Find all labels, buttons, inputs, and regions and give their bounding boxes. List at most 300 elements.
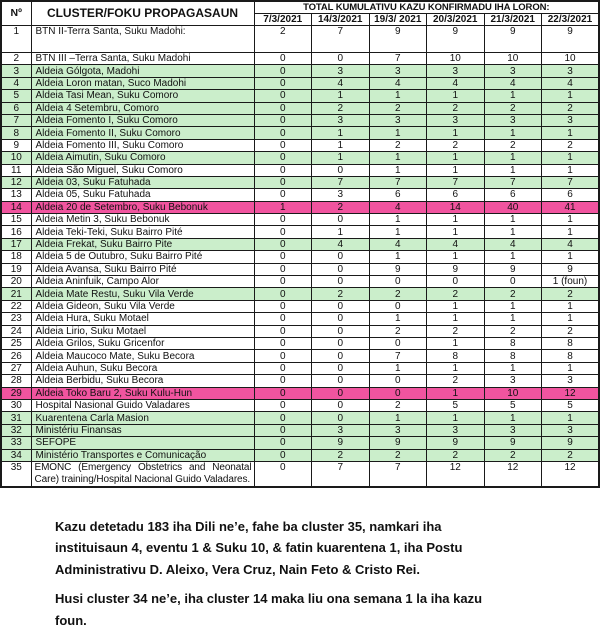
cluster-name-cell: Aldeia Metin 3, Suku Bebonuk [31,214,254,226]
value-cell: 7 [312,176,370,188]
cluster-name-cell: Aldeia Fomento II, Suku Comoro [31,127,254,139]
value-cell: 1 [427,127,485,139]
value-cell: 4 [369,201,427,213]
table-row [1,424,599,436]
value-cell: 9 [484,437,542,449]
value-cell: 9 [427,263,485,275]
value-cell: 1 [427,164,485,176]
cluster-name-cell: Aldeia Fomento III, Suku Comoro [31,139,254,151]
value-cell: 1 [312,127,370,139]
row-number-cell: 3 [1,65,31,77]
value-cell: 12 [542,461,600,487]
value-cell: 12 [484,461,542,487]
value-cell: 1 (foun) [542,276,600,288]
note-paragraph-2: Husi cluster 34 ne’e, iha cluster 14 maka liu ona semana 1 la iha kazu foun. [55,591,483,628]
value-cell: 1 [427,214,485,226]
value-cell: 3 [312,424,370,436]
table-row [1,77,599,89]
row-number-cell: 25 [1,337,31,349]
value-cell: 7 [369,176,427,188]
value-cell: 3 [312,189,370,201]
value-cell: 8 [542,337,600,349]
value-cell: 41 [542,201,600,213]
value-cell: 3 [369,424,427,436]
column-header-date: 14/3/2021 [312,14,370,26]
value-cell: 3 [369,114,427,126]
row-number-cell: 13 [1,189,31,201]
value-cell: 9 [369,263,427,275]
value-cell: 0 [254,399,312,411]
value-cell: 9 [369,26,427,53]
value-cell: 9 [369,437,427,449]
value-cell: 0 [254,437,312,449]
value-cell: 0 [254,164,312,176]
notes [55,516,483,632]
value-cell: 4 [369,77,427,89]
value-cell: 2 [484,102,542,114]
table-row [1,139,599,151]
value-cell: 1 [369,226,427,238]
cluster-name-cell: Aldeia Aninfuik, Campo Alor [31,276,254,288]
value-cell: 0 [254,77,312,89]
value-cell: 0 [254,424,312,436]
value-cell: 7 [312,26,370,53]
value-cell: 6 [369,189,427,201]
row-number-cell: 34 [1,449,31,461]
value-cell: 2 [369,325,427,337]
value-cell: 0 [312,53,370,65]
value-cell: 0 [312,387,370,399]
table-row [1,437,599,449]
value-cell: 8 [542,350,600,362]
value-cell: 2 [484,139,542,151]
row-number-cell: 6 [1,102,31,114]
cluster-name-cell: Aldeia Hura, Suku Motael [31,313,254,325]
value-cell: 4 [312,238,370,250]
value-cell: 14 [427,201,485,213]
value-cell: 2 [369,139,427,151]
value-cell: 2 [312,201,370,213]
value-cell: 3 [542,114,600,126]
value-cell: 4 [542,238,600,250]
table-row [1,263,599,275]
row-number-cell: 12 [1,176,31,188]
value-cell: 2 [369,449,427,461]
value-cell: 0 [369,337,427,349]
cluster-name-cell: Aldeia Aimutin, Suku Comoro [31,152,254,164]
table-row [1,362,599,374]
value-cell: 7 [369,461,427,487]
row-number-cell: 21 [1,288,31,300]
cluster-name-cell: Aldeia 05, Suku Fatuhada [31,189,254,201]
value-cell: 0 [312,325,370,337]
value-cell: 8 [427,350,485,362]
value-cell: 2 [427,325,485,337]
value-cell: 2 [427,139,485,151]
value-cell: 3 [542,375,600,387]
value-cell: 1 [484,362,542,374]
value-cell: 0 [254,300,312,312]
value-cell: 1 [484,251,542,263]
cluster-name-cell: Aldeia São Miguel, Suku Comoro [31,164,254,176]
row-number-cell: 2 [1,53,31,65]
row-number-cell: 19 [1,263,31,275]
value-cell: 3 [484,65,542,77]
value-cell: 0 [254,214,312,226]
column-header-date: 19/3/ 2021 [369,14,427,26]
value-cell: 2 [542,139,600,151]
value-cell: 10 [484,53,542,65]
value-cell: 0 [254,251,312,263]
value-cell: 1 [542,251,600,263]
value-cell: 9 [427,437,485,449]
value-cell: 1 [542,214,600,226]
cluster-name-cell: BTN II-Terra Santa, Suku Madohi: [31,26,254,53]
cluster-name-cell: Aldeia Gólgota, Madohi [31,65,254,77]
value-cell: 9 [484,263,542,275]
cluster-name-cell: Aldeia Teki-Teki, Suku Bairro Pité [31,226,254,238]
table-row [1,251,599,263]
row-number-cell: 28 [1,375,31,387]
value-cell: 3 [312,65,370,77]
value-cell: 12 [542,387,600,399]
row-number-cell: 7 [1,114,31,126]
value-cell: 0 [312,375,370,387]
value-cell: 3 [427,114,485,126]
table-row [1,238,599,250]
row-number-cell: 23 [1,313,31,325]
value-cell: 8 [484,350,542,362]
value-cell: 4 [542,77,600,89]
value-cell: 0 [254,226,312,238]
value-cell: 40 [484,201,542,213]
value-cell: 7 [542,176,600,188]
value-cell: 1 [427,251,485,263]
value-cell: 1 [542,152,600,164]
cluster-name-cell: Aldeia Tasi Mean, Suku Comoro [31,90,254,102]
value-cell: 0 [312,300,370,312]
value-cell: 9 [542,26,600,53]
value-cell: 0 [254,313,312,325]
value-cell: 0 [254,238,312,250]
cluster-name-cell: SEFOPE [31,437,254,449]
value-cell: 1 [369,90,427,102]
value-cell: 9 [484,26,542,53]
row-number-cell: 5 [1,90,31,102]
table-row [1,164,599,176]
cluster-name-cell: Aldeia Fomento I, Suku Comoro [31,114,254,126]
value-cell: 0 [312,276,370,288]
row-number-cell: 32 [1,424,31,436]
table-row [1,399,599,411]
value-cell: 0 [312,350,370,362]
row-number-cell: 30 [1,399,31,411]
table-row [1,26,599,53]
row-number-cell: 9 [1,139,31,151]
value-cell: 2 [427,288,485,300]
value-cell: 2 [312,102,370,114]
cluster-name-cell: Aldeia 5 de Outubro, Suku Bairro Pité [31,251,254,263]
value-cell: 1 [369,412,427,424]
value-cell: 1 [369,251,427,263]
table-row [1,449,599,461]
table-row [1,176,599,188]
value-cell: 2 [542,325,600,337]
value-cell: 1 [542,313,600,325]
value-cell: 2 [427,375,485,387]
cluster-name-cell: Aldeia Auhun, Suku Becora [31,362,254,374]
value-cell: 3 [369,65,427,77]
cluster-name-cell: Aldeia Lirio, Suku Motael [31,325,254,337]
value-cell: 0 [312,412,370,424]
value-cell: 2 [484,288,542,300]
value-cell: 9 [542,263,600,275]
row-number-cell: 29 [1,387,31,399]
value-cell: 9 [542,437,600,449]
value-cell: 7 [369,350,427,362]
value-cell: 1 [484,214,542,226]
table-row [1,214,599,226]
value-cell: 3 [427,65,485,77]
row-number-cell: 17 [1,238,31,250]
value-cell: 9 [312,437,370,449]
value-cell: 0 [312,214,370,226]
value-cell: 2 [254,26,312,53]
column-header-date: 22/3/2021 [542,14,600,26]
table-body [1,26,599,487]
row-number-cell: 14 [1,201,31,213]
value-cell: 2 [369,399,427,411]
value-cell: 10 [542,53,600,65]
table-row [1,350,599,362]
value-cell: 0 [254,102,312,114]
value-cell: 2 [542,449,600,461]
column-header-date: 7/3/2021 [254,14,312,26]
value-cell: 12 [427,461,485,487]
value-cell: 1 [542,362,600,374]
table-row [1,300,599,312]
value-cell: 0 [484,276,542,288]
table-row [1,412,599,424]
cluster-name-cell: Aldeia Toko Baru 2, Suku Kulu-Hun [31,387,254,399]
table-row [1,375,599,387]
value-cell: 1 [542,300,600,312]
column-header-cluster: CLUSTER/FOKU PROPAGASAUN [31,1,254,26]
note-paragraph-1: Kazu detetadu 183 iha Dili ne’e, fahe ba cluster 35, namkari iha instituisaun 4, eventu 1 & Suku 10, & fatin kuarentena 1, iha Postu Administrativu D. Aleixo, Vera Cruz, Nain Feto & Cristo Rei. [55,518,463,577]
value-cell: 2 [312,449,370,461]
value-cell: 2 [312,288,370,300]
value-cell: 3 [542,65,600,77]
table-row [1,127,599,139]
value-cell: 3 [427,424,485,436]
value-cell: 4 [427,238,485,250]
row-number-cell: 20 [1,276,31,288]
value-cell: 7 [312,461,370,487]
value-cell: 3 [312,114,370,126]
cluster-name-cell: Ministério Transportes e Comunicação [31,449,254,461]
value-cell: 1 [369,214,427,226]
value-cell: 1 [254,201,312,213]
value-cell: 0 [312,337,370,349]
value-cell: 6 [427,189,485,201]
value-cell: 2 [427,449,485,461]
value-cell: 0 [254,176,312,188]
value-cell: 1 [542,412,600,424]
cluster-name-cell: Aldeia Gideon, Suku Vila Verde [31,300,254,312]
value-cell: 7 [484,176,542,188]
value-cell: 0 [254,288,312,300]
cluster-name-cell: Ministériu Finansas [31,424,254,436]
table-row [1,387,599,399]
value-cell: 1 [484,412,542,424]
value-cell: 0 [254,139,312,151]
value-cell: 0 [312,164,370,176]
value-cell: 2 [542,288,600,300]
value-cell: 1 [542,164,600,176]
value-cell: 1 [484,164,542,176]
value-cell: 1 [427,337,485,349]
header-row-1 [1,1,599,14]
value-cell: 1 [369,152,427,164]
value-cell: 2 [369,288,427,300]
value-cell: 0 [254,375,312,387]
row-number-cell: 4 [1,77,31,89]
value-cell: 1 [369,362,427,374]
value-cell: 1 [312,139,370,151]
value-cell: 1 [369,164,427,176]
value-cell: 4 [484,77,542,89]
value-cell: 0 [254,350,312,362]
row-number-cell: 33 [1,437,31,449]
cluster-name-cell: Aldeia Loron matan, Suco Madohi [31,77,254,89]
column-header-date: 21/3/2021 [484,14,542,26]
column-header-date: 20/3/2021 [427,14,485,26]
value-cell: 0 [254,127,312,139]
value-cell: 1 [369,127,427,139]
value-cell: 8 [484,337,542,349]
value-cell: 1 [484,152,542,164]
value-cell: 2 [484,449,542,461]
table-row [1,226,599,238]
table-row [1,90,599,102]
value-cell: 1 [542,226,600,238]
table-row [1,102,599,114]
value-cell: 1 [427,412,485,424]
cluster-name-cell: Aldeia Grilos, Suku Gricenfor [31,337,254,349]
value-cell: 4 [427,77,485,89]
value-cell: 0 [369,300,427,312]
value-cell: 0 [369,276,427,288]
column-header-total: TOTAL KUMULATIVU KAZU KONFIRMADU IHA LORON: [254,1,599,14]
value-cell: 4 [484,238,542,250]
value-cell: 0 [254,337,312,349]
table-row [1,313,599,325]
value-cell: 5 [427,399,485,411]
value-cell: 5 [542,399,600,411]
cluster-name-cell: Kuarentena Carla Masion [31,412,254,424]
row-number-cell: 26 [1,350,31,362]
row-number-cell: 24 [1,325,31,337]
value-cell: 1 [369,313,427,325]
value-cell: 6 [542,189,600,201]
value-cell: 1 [484,300,542,312]
value-cell: 0 [254,362,312,374]
cluster-name-cell: Aldeia Avansa, Suku Bairro Pité [31,263,254,275]
value-cell: 2 [369,102,427,114]
table-row [1,114,599,126]
row-number-cell: 1 [1,26,31,53]
row-number-cell: 22 [1,300,31,312]
value-cell: 0 [312,313,370,325]
value-cell: 0 [254,387,312,399]
value-cell: 1 [427,387,485,399]
row-number-cell: 31 [1,412,31,424]
table-row [1,325,599,337]
row-number-cell: 35 [1,461,31,487]
table-row [1,461,599,487]
value-cell: 2 [484,325,542,337]
value-cell: 0 [254,276,312,288]
value-cell: 7 [427,176,485,188]
row-number-cell: 27 [1,362,31,374]
value-cell: 1 [427,226,485,238]
value-cell: 7 [369,53,427,65]
value-cell: 1 [312,90,370,102]
value-cell: 0 [312,263,370,275]
table-row [1,276,599,288]
value-cell: 0 [254,90,312,102]
row-number-cell: 8 [1,127,31,139]
cluster-name-cell: Aldeia Mate Restu, Suku Vila Verde [31,288,254,300]
table-row [1,65,599,77]
value-cell: 3 [484,114,542,126]
value-cell: 0 [254,412,312,424]
value-cell: 0 [254,325,312,337]
value-cell: 1 [427,300,485,312]
value-cell: 9 [427,26,485,53]
value-cell: 1 [312,226,370,238]
value-cell: 3 [484,424,542,436]
cluster-name-cell: BTN III –Terra Santa, Suku Madohi [31,53,254,65]
value-cell: 0 [254,114,312,126]
value-cell: 4 [312,77,370,89]
table-row [1,288,599,300]
column-header-no: Nº [1,1,31,26]
value-cell: 1 [542,127,600,139]
row-number-cell: 15 [1,214,31,226]
value-cell: 0 [254,65,312,77]
value-cell: 1 [484,313,542,325]
value-cell: 3 [484,375,542,387]
cluster-name-cell: Aldeia 4 Setembru, Comoro [31,102,254,114]
value-cell: 0 [427,276,485,288]
value-cell: 0 [312,251,370,263]
value-cell: 1 [312,152,370,164]
value-cell: 10 [427,53,485,65]
table-row [1,189,599,201]
value-cell: 5 [484,399,542,411]
value-cell: 0 [312,399,370,411]
value-cell: 1 [427,152,485,164]
table-row [1,337,599,349]
value-cell: 0 [254,189,312,201]
table-row [1,53,599,65]
value-cell: 2 [427,102,485,114]
row-number-cell: 16 [1,226,31,238]
value-cell: 6 [484,189,542,201]
value-cell: 0 [254,263,312,275]
value-cell: 1 [427,313,485,325]
